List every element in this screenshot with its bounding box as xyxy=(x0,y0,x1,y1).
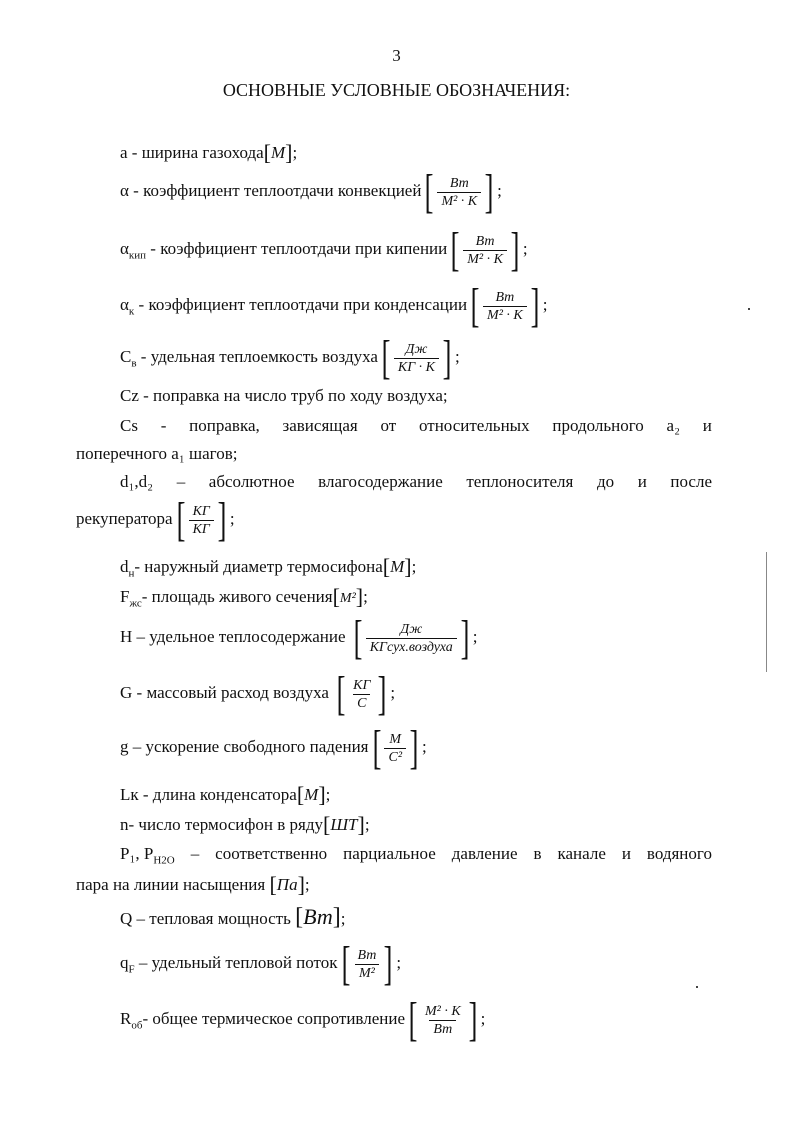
entry-alpha: α - коэффициент теплоотдачи конвекцией[ $\frac{Вт}{\text{М² · К}}$ ] ; xyxy=(120,165,502,218)
entry-g-mass: G - массовый расход воздуха [ $\frac{КГ}{С}$ ] ; xyxy=(120,667,396,720)
entry-cz: Cz - поправка на число труб по ходу воздуха; xyxy=(120,386,448,405)
scan-speck xyxy=(748,308,750,310)
description: - ширина газохода xyxy=(127,143,264,162)
entry-d12-line2: рекуператора[ $\frac{КГ}{КГ}$ ] ; xyxy=(76,493,235,546)
entry-lk: Lк - длина конденсатора[М]; xyxy=(120,782,331,807)
entry-cs-line2: поперечного a₁ шагов; xyxy=(76,444,238,463)
unit: М xyxy=(270,143,286,162)
entry-n: n- число термосифон в ряду[ШТ]; xyxy=(120,812,370,837)
entry-a: a - ширина газохода[М]; xyxy=(120,140,298,165)
entry-dn: $d_н-$ наружный диаметр термосифона[М]; xyxy=(120,554,417,580)
entry-fzh: $F_{жс}-$ площадь живого сечения[М²]; xyxy=(120,584,368,610)
entry-p-line2: пара на линии насыщения [Па]; xyxy=(76,872,310,897)
page-number: 3 xyxy=(392,46,401,65)
entry-cv: $С_в$ - удельная теплоемкость воздуха[ $\frac{Дж}{КГ \cdot К}$ ] ; xyxy=(120,331,460,384)
entry-rob: $R_{об}-$ общее термическое сопротивление[ $\frac{\text{М² · К}}{Вт}$ ] ; xyxy=(120,993,486,1046)
page-title: ОСНОВНЫЕ УСЛОВНЫЕ ОБОЗНАЧЕНИЯ: xyxy=(222,80,571,100)
scan-speck xyxy=(696,986,698,988)
entry-qf: $q_F$ – удельный тепловой поток[ $\frac{Вт}{\text{М²}}$ ] ; xyxy=(120,937,402,990)
entry-g-acc: g – ускорение свободного падения[ $\frac{М}{\text{С²}}$ ] ; xyxy=(120,721,427,774)
entry-h: H – удельное теплосодержание [ $\frac{Дж}{\text{КГсух.воздуха}}$ ] ; xyxy=(120,611,478,664)
entry-d12-line1: d₁,d₂ – абсолютное влагосодержание теплоносителя до и после xyxy=(120,472,712,491)
entry-cs-line1: Cs - поправка, зависящая от относительных продольного a₂ и xyxy=(120,416,712,435)
symbol: a xyxy=(120,143,128,162)
entry-alpha-k: $\alpha_к$ - коэффициент теплоотдачи при конденсации[ $\frac{Вт}{\text{М² · К}}$ ] ; xyxy=(120,279,548,332)
entry-p-line1: P₁, $P_{H2O}$ – соответственно парциальное давление в канале и водяного xyxy=(120,844,712,867)
entry-q: Q – тепловая мощность [Вт]; xyxy=(120,904,346,930)
scan-artifact-line xyxy=(766,552,767,672)
entry-alpha-kip: $\alpha_{кип}$ - коэффициент теплоотдачи при кипении[ $\frac{Вт}{\text{М² · К}}$ ] ; xyxy=(120,223,528,276)
